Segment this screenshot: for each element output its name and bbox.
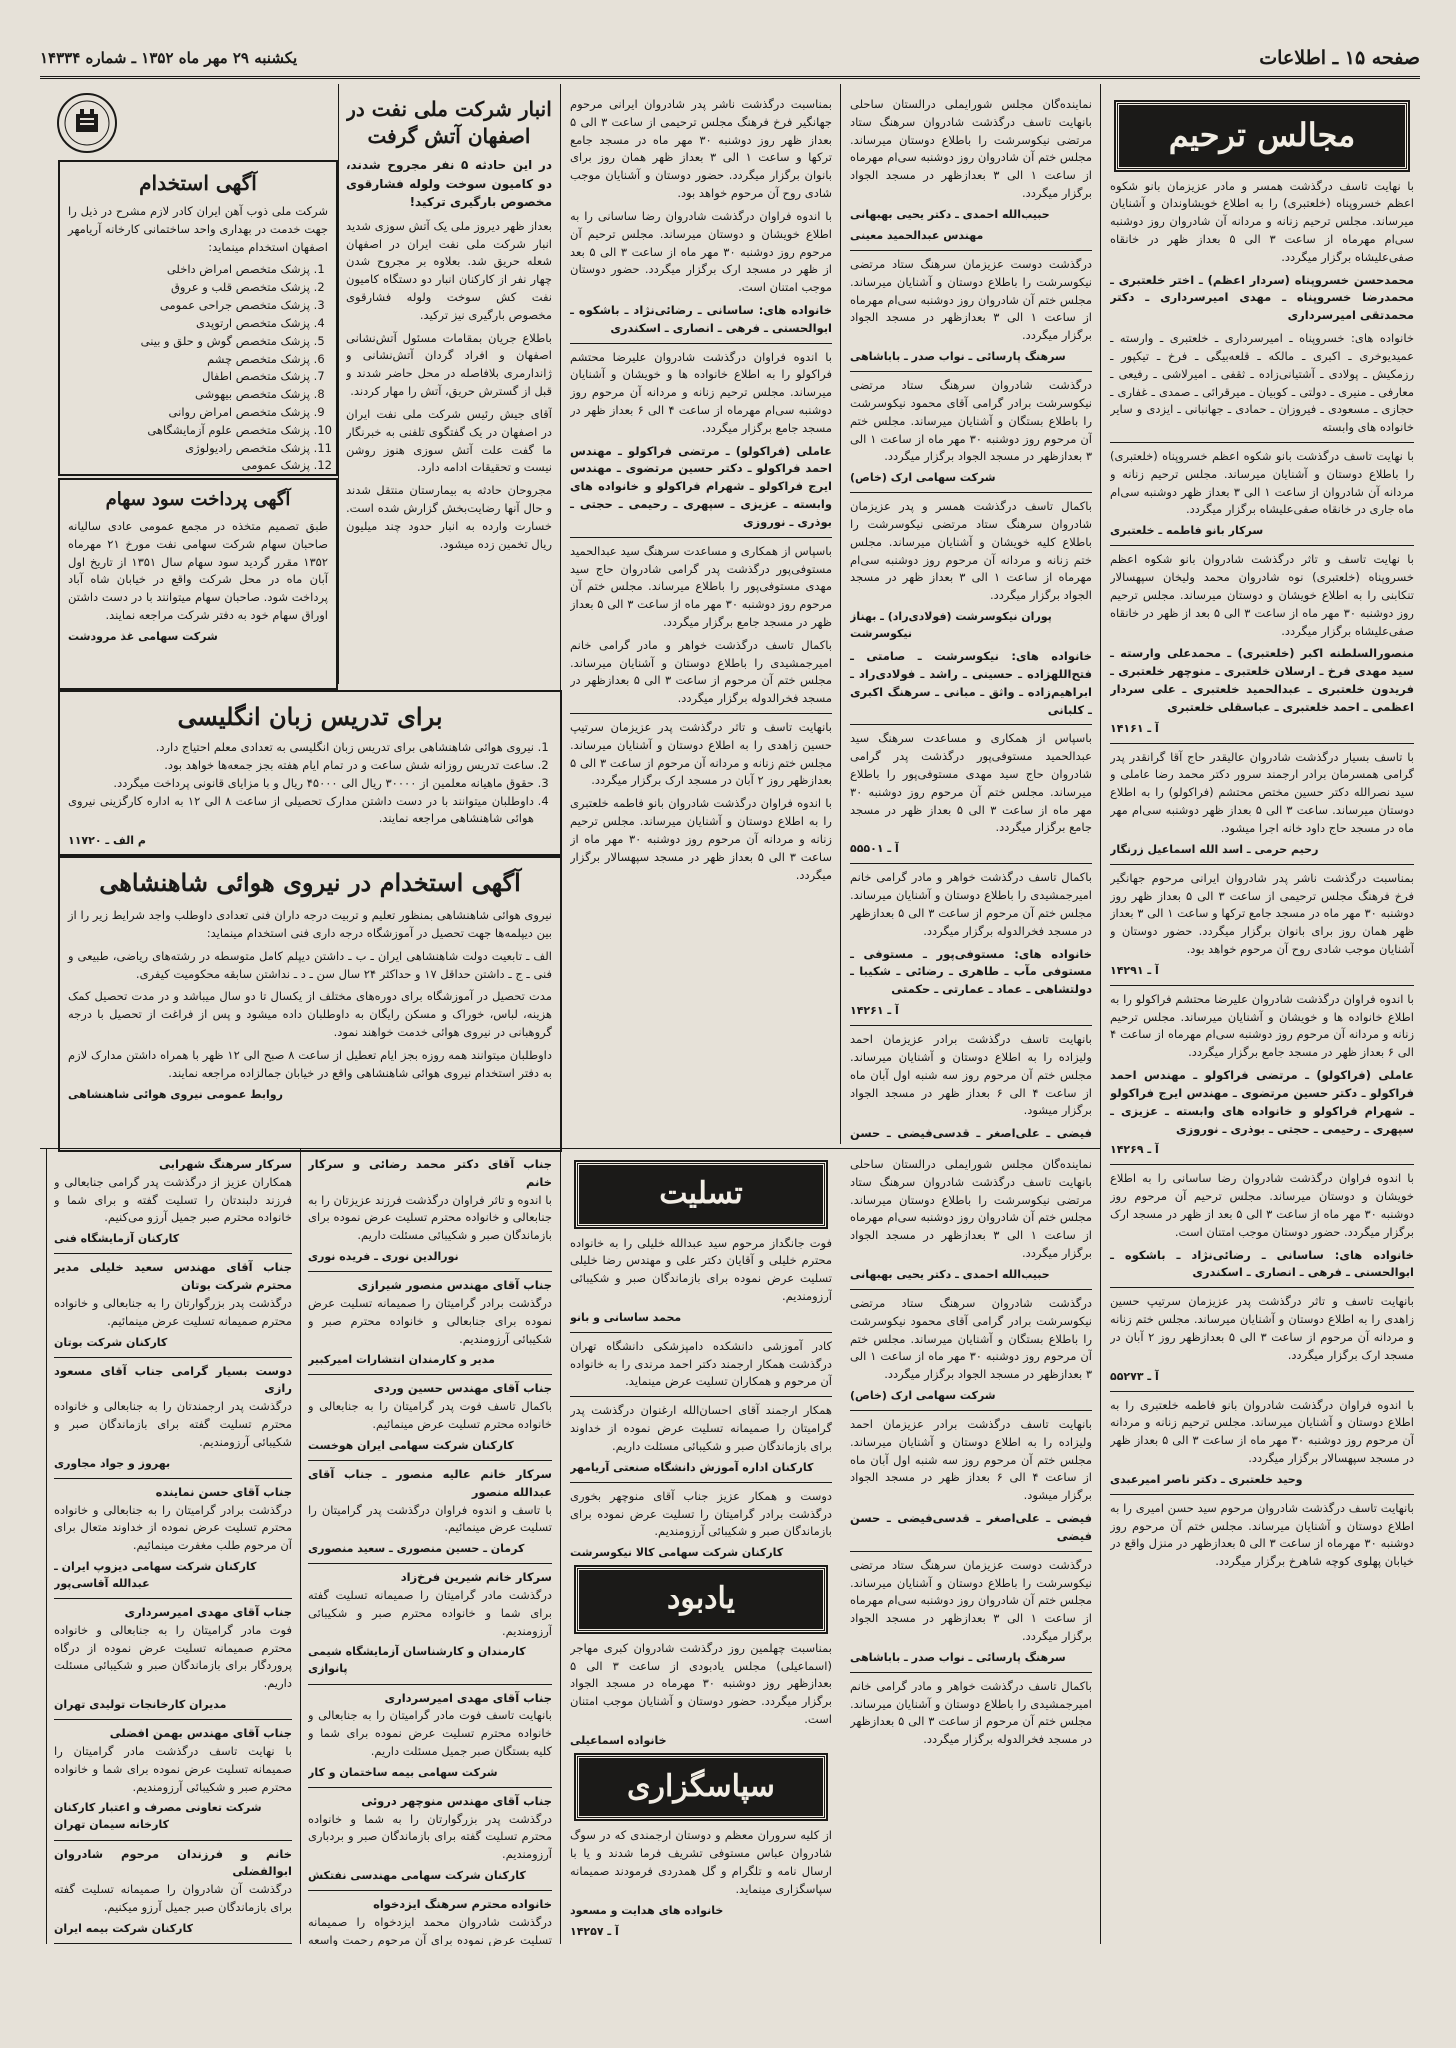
sepas-banner: سپاسگزاری xyxy=(576,1755,826,1820)
ad-intro: شرکت ملی ذوب آهن ایران کادر لازم مشرح در ذیل را جهت خدمت در بهداری واحد ساختمانی کارخانه آریامهر اصفهان استخدام مینماید: xyxy=(68,204,328,254)
notice: با نهایت تاسف درگذشت بانو شکوه اعظم خسروپناه (خلعتبری) را باطلاع دوستان و آشنایان میرساند. مجلس ترحیم زنانه و مردانه آن شادروان از ساعت ۱ الی ۳ بعداز ظهر دوشنبه سی‌ام ماه جاری در خانقاه صفی‌علیشاه برگزار میگردد. xyxy=(1110,448,1414,517)
list-item xyxy=(68,475,310,476)
notice-families: خانواده های: مستوفی‌پور ـ مستوفی ـ مستوفی مآب ـ طاهری ـ رضائی ـ شکیبا ـ دولتشاهی ـ عماد ـ عمارتی ـ حکمتی xyxy=(850,946,1092,997)
condolence-text: درگذشت برادر گرامیتان را صمیمانه تسلیت عرض نموده برای جنابعالی و خانواده محترم صبر و شکیبائی آرزومندیم. xyxy=(308,1295,552,1346)
notice: با اندوه فراوان درگذشت شادروان علیرضا محتشم فراکولو را به اطلاع خانواده ها و خویشان و آشنایان میرساند. مجلس ترحیم زنانه و مردانه آن مرحوم روز دوشنبه سی‌ام مهرماه از ساعت ۴ الی ۶ بعداز ظهر در مسجد جامع برگزار میگردد. xyxy=(1110,991,1414,1060)
position-list xyxy=(68,261,310,476)
notice-signature: پوران نیکوسرشت (فولادی‌راد) ـ بهناز نیکوسرشت xyxy=(850,610,1052,641)
notice-signers: عاملی (فراکولو) ـ مرتضی فراکولو ـ مهندس احمد فراکولو ـ دکتر حسین مرتضوی ـ مهندس ایرج فراکولو ـ شهرام فراکولو و خانواده های وابسته ـ عزیزی ـ سپهری ـ رحیمی ـ حجتی ـ بوذری ـ نوروزی xyxy=(570,443,832,529)
notice-signers: فیضی ـ علی‌اصغر ـ قدسی‌فیضی ـ حسن فیضی xyxy=(850,1511,1092,1543)
condolence-signature: شرکت سهامی بیمه ساختمان و کار xyxy=(308,1765,498,1779)
notice-code: آ ـ ۱۴۲۹۱ xyxy=(1110,963,1159,977)
condolence-recipient: جناب آقای مهندس منوچهر دروئی xyxy=(361,1793,552,1808)
notice-signature: محمد ساسانی و بانو xyxy=(570,1310,682,1324)
condolence-signature: شرکت تعاونی مصرف و اعتبار کارکنان کارخانه سیمان تهران xyxy=(54,1801,262,1832)
condolence-signature: نورالدین نوری ـ فریده نوری xyxy=(308,1250,459,1264)
notice: نماینده‌گان مجلس شورایملی درالستان ساحلی بانهایت تاسف درگذشت شادروان سرهنگ ستاد مرتضی نیکوسرشت را باطلاع دوستان میرساند. مجلس ختم آن شادروان روز دوشنبه سی‌ام مهرماه از ساعت ۱ الی ۳ بعدازظهر در مسجد الجواد برگزار میگردد. xyxy=(850,1157,1092,1261)
notice: بانهایت تاسف و تاثر درگذشت پدر عزیزمان سرتیپ حسین زاهدی را به اطلاع دوستان و آشنایان میرساند. مجلس ختم زنانه و مردانه آن مرحوم از ساعت ۳ الی ۵ بعدازظهر روز ۲ آبان در مسجد ارک برگزار میگردد. xyxy=(570,720,832,788)
condolence-text: همکاران عزیز از درگذشت پدر گرامی جنابعالی و فرزند دلبندتان را تسلیت گفته و برای شما و خانواده محترم صبر جمیل آرزو می‌کنیم. xyxy=(54,1174,292,1225)
notice: از کلیه سروران معظم و دوستان ارجمندی که در سوگ شادروان عباس مستوفی تشریف فرما شدند و یا با ارسال نامه و تلگرام و گل همدردی فرمودند صمیمانه سپاسگزاری مینماید. xyxy=(570,1828,832,1896)
article-paragraph: مجروحان حادثه به بیمارستان منتقل شدند و حال آنها رضایت‌بخش گزارش شده است. خسارت وارده به انبار حدود چند میلیون ریال تخمین زده میشود. xyxy=(346,483,552,551)
condolence-signature: کرمان ـ حسین منصوری ـ سعید منصوری xyxy=(308,1542,525,1556)
notice-signature: شرکت سهامی ارک (خاص) xyxy=(850,1388,996,1402)
sahm-ad xyxy=(58,478,338,690)
notice: فوت جانگداز مرحوم سید عبدالله خلیلی را به خانواده محترم خلیلی و آقایان دکتر علی و مهندس رضا خلیلی تسلیت عرض نموده برای بازماندگان صبر و شکیبائی آرزومندیم. xyxy=(570,1235,832,1303)
list-item: 2. ساعت تدریس روزانه شش ساعت و در تمام ایام هفته بجز جمعه‌ها خواهد بود. xyxy=(68,757,534,775)
notice: بمناسبت درگذشت ناشر پدر شادروان ایرانی مرحوم جهانگیر فرخ فرهنگ مجلس ترحیمی از ساعت ۳ الی ۵ بعداز ظهر روز دوشنبه ۳۰ مهر ماه در مسجد جامع ترکها و ساعت ۱ الی ۳ بعداز ظهر همان روز برای بانوان برگزار میگردد. حضور دوستان و آشنایان موجب شادی روح آن مرحوم خواهد بود. xyxy=(570,97,832,201)
notice-signature: رحیم حرمی ـ اسد الله اسماعیل زرنگار xyxy=(1110,842,1319,856)
condolence-recipient: جناب آقای حسن نماینده xyxy=(155,1484,292,1499)
list-item: 1. پزشک متخصص امراض داخلی xyxy=(68,261,310,279)
yadbud-banner: یادبود xyxy=(576,1567,826,1632)
condolence-text: با اندوه و تاثر فراوان درگذشت فرزند عزیزتان را به جنابعالی و خانواده محترم تسلیت عرض نموده برای بازماندگان صبر و شکیبائی مسئلت داریم. xyxy=(308,1192,552,1243)
article-headline: انبار شرکت ملی نفت در اصفهان آتش گرفت xyxy=(346,97,552,148)
notice: بمناسبت چهلمین روز درگذشت شادروان کبری مهاجر (اسماعیلی) مجلس یادبودی از ساعت ۳ الی ۵ بعدازظهر روز دوشنبه ۳۰ مهرماه در مسجد الجواد برگزار میگردد. حضور دوستان و آشنایان موجب امتنان است. xyxy=(570,1640,832,1726)
page-label: صفحه ۱۵ ـ اطلاعات xyxy=(1259,47,1420,69)
article-paragraph: باطلاع جریان بمقامات مسئول آتش‌نشانی اصفهان و افراد گردان آتش‌نشانی و ژاندارمری بلافاصله در محل حاضر شدند و قبل از گسترش حریق، آتش را مهار کردند. xyxy=(346,330,552,399)
condolence-text: درگذشت پدر بزرگوارتان را به جنابعالی و خانواده محترم صمیمانه تسلیت عرض مینمائیم. xyxy=(54,1295,292,1328)
estekhdam-ad xyxy=(58,160,338,476)
notice-code: آ ـ ۱۴۲۵۷ xyxy=(570,1924,619,1938)
notice: بانهایت تاسف و تاثر درگذشت پدر عزیزمان سرتیپ حسین زاهدی را به اطلاع دوستان و آشنایان میرساند. مجلس ختم زنانه و مردانه آن مرحوم از ساعت ۳ الی ۵ بعدازظهر روز ۲ آبان در مسجد ارک برگزار میگردد. xyxy=(1110,1294,1414,1362)
list-item: 3. حقوق ماهیانه معلمین از ۳۰۰۰۰ ریال الی ۴۵۰۰۰ ریال و با مزایای قانونی پرداخت میگردد. xyxy=(68,775,534,793)
condolence-text: بانهایت تاسف فوت مادر گرامیتان را به جنابعالی و خانواده محترم تسلیت عرض نموده برای شما و کلیه بستگان صبر جمیل مسئلت داریم. xyxy=(308,1708,552,1758)
condolence-signature: کارکنان شرکت سهامی مهندسی نفتکش xyxy=(308,1869,526,1883)
notice: باسپاس از همکاری و مساعدت سرهنگ سید عبدالحمید مستوفی‌پور درگذشت پدر گرامی شادروان حاج سید مهدی مستوفی‌پور را باطلاع میرساند. مجلس ختم آن مرحوم روز دوشنبه ۳۰ مهر ماه از ساعت ۳ الی ۵ بعداز ظهر در مسجد جامع برگزار میگردد. xyxy=(570,543,832,629)
tasliyat-banner: تسلیت xyxy=(576,1162,826,1227)
condolences-column-a xyxy=(308,1156,552,1946)
notice-signature: خانواده های هدایت و مسعود xyxy=(570,1903,724,1917)
notice: درگذشت دوست عزیزمان سرهنگ ستاد مرتضی نیکوسرشت را باطلاع دوستان و آشنایان میرساند. مجلس ختم آن شادروان روز دوشنبه سی‌ام مهرماه از ساعت ۱ الی ۳ بعدازظهر در مسجد الجواد برگزار میگردد. xyxy=(850,256,1092,343)
condolence-recipient: جناب آقای دکتر محمد رضائی و سرکار خانم xyxy=(308,1157,552,1189)
article-subheadline: در این حادثه ۵ نفر مجروح شدند، دو کامیون سوخت ولوله فشارقوی مخصوص بارگیری ترکید! xyxy=(346,158,552,210)
article-paragraph: بعداز ظهر دیروز ملی یک آتش سوزی شدید انبار شرکت ملی نفت ایران در اصفهان شعله حریق شد. بعلاوه بر مجروح شدن چهار نفر از کارکنان انبار دو دستگاه کامیون نفت کش سوخت ولوله فشارقوی مخصوص بارگیری نیز ترکید. xyxy=(346,218,552,322)
ad-paragraph: داوطلبان میتوانند همه روزه بجز ایام تعطیل از ساعت ۸ صبح الی ۱۲ ظهر با همراه داشتن مدارک لازم به دفتر استخدام نیروی هوائی شاهنشاهی واقع در خیابان جمالزاده مراجعه نمایند. xyxy=(68,1047,552,1080)
condolence-signature: کارکنان آزمایشگاه فنی xyxy=(54,1232,180,1246)
list-item: 4. داوطلبان میتوانند با در دست داشتن مدارک تحصیلی از ساعت ۸ الی ۱۲ به اداره کارگزینی نیروی هوائی شاهنشاهی مراجعه نمایند. xyxy=(68,793,534,829)
ad-paragraph: نیروی هوائی شاهنشاهی بمنظور تعلیم و تربیت درجه داران فنی تعدادی داوطلب واجد شرایط زیر را از بین دیپلمه‌ها جهت تحصیل در آموزشگاه درجه داری فنی استخدام مینماید: xyxy=(68,908,552,940)
condolence-text: درگذشت شادروان محمد ایزدخواه را صمیمانه تسلیت عرض نموده برای آن مرحوم رحمت واسعه xyxy=(308,1914,552,1946)
condolence-signature: کارکنان شرکت سهامی دیزوپ ایران ـ عبدالله آقاسی‌پور xyxy=(54,1559,257,1590)
condition-list xyxy=(68,739,534,828)
bottom-notices-b xyxy=(570,1156,832,1946)
notice-signature: وحید خلعتبری ـ دکتر ناصر امیرعبدی xyxy=(1110,1472,1303,1486)
notice-signers: عاملی (فراکولو) ـ مرتضی فراکولو ـ مهندس احمد فراکولو ـ دکتر حسین مرتضوی ـ مهندس ایرج فراکولو ـ شهرام فراکولو و خانواده های وابسته ـ عزیزی ـ سپهری ـ رحیمی ـ حجتی ـ بوذری ـ نوروزی xyxy=(1110,1068,1414,1136)
notice-code: آ ـ ۱۴۲۶۹ xyxy=(1110,1143,1159,1157)
condolence-text: درگذشت پدر ارجمندتان را به جنابعالی و خانواده محترم تسلیت گفته برای بازماندگان صبر و شکیبائی آرزومندیم. xyxy=(54,1399,292,1449)
notice: باسپاس از همکاری و مساعدت سرهنگ سید عبدالحمید مستوفی‌پور درگذشت پدر گرامی شادروان حاج سید مهدی مستوفی‌پور را باطلاع میرساند. مجلس ختم آن مرحوم روز دوشنبه ۳۰ مهر ماه از ساعت ۳ الی ۵ بعداز ظهر در مسجد جامع برگزار میگردد. xyxy=(850,731,1092,835)
bottom-notices-a xyxy=(850,1156,1092,1946)
list-item: 4. پزشک متخصص ارتوپدی xyxy=(68,315,310,333)
ad-signature: شرکت سهامی غذ مرودشت xyxy=(68,629,218,643)
notice: درگذشت شادروان سرهنگ ستاد مرتضی نیکوسرشت برادر گرامی آقای محمود نیکوسرشت را باطلاع بستگان و آشنایان میرساند. مجلس ختم آن مرحوم روز دوشنبه ۳۰ مهر ماه از ساعت ۱ الی ۳ بعدازظهر در مسجد الجواد برگزار میگردد. xyxy=(850,378,1092,464)
notice-families: خانواده های: خسروپناه ـ امیرسرداری ـ خلعتبری ـ وارسته ـ عمیدیوخری ـ اکبری ـ مالکه ـ قلعه‌بیگی ـ فرخ ـ تیکپور ـ رزمکیش ـ پولادی ـ آشتیانی‌زاده ـ ثقفی ـ امیرلاشی ـ رفیعی ـ معارفی ـ منیری ـ دولتی ـ کوبیان ـ میرقرائی ـ صمدی ـ غفاری ـ حجازی ـ مسعودی ـ فیروزان ـ حمادی ـ جهانبانی ـ ایزدی و سایر خانواده های وابسته xyxy=(1110,331,1414,435)
notice-families: خانواده های: ساسانی ـ رضائی‌نژاد ـ باشکوه ـ ابوالحسنی ـ فرهی ـ انصاری ـ اسکندری xyxy=(570,302,832,335)
condolence-recipient: دوست بسیار گرامی جناب آقای مسعود رازی xyxy=(54,1363,292,1396)
notice: با اندوه فراوان درگذشت شادروان بانو فاطمه خلعتبری را به اطلاع دوستان و آشنایان میرساند. مجلس ترحیم زنانه و مردانه آن مرحوم روز دوشنبه ۳۰ مهر ماه از ساعت ۳ الی ۵ بعداز ظهر در مسجد سپهسالار برگزار میگردد. xyxy=(1110,1397,1414,1465)
ad-paragraph: مدت تحصیل در آموزشگاه برای دوره‌های مختلف از یکسال تا دو سال میباشد و در مدت تحصیل کمک هزینه، لباس، خوراک و مسکن رایگان به داوطلبان داده میشود و پس از فراغت از تحصیل با درجه گروهبانی در نیروی هوائی خدمت خواهند نمود. xyxy=(68,989,552,1040)
notices-column-a xyxy=(850,96,1092,1142)
notice: با تاسف بسیار درگذشت شادروان عالیقدر حاج آقا گرانقدر پدر گرامی همسرمان برادر ارجمند سرور دکتر محمد رضا عاملی و سید نصرالله دکتر حسین مختص محتشم (فراکولو) را به اطلاع دوستان میرساند. ساعت ۳ الی ۵ بعداز ظهر دوشنبه سی‌ام مهر ماه در مسجد حاج داود خانه اجرا میشود. xyxy=(1110,749,1414,835)
ad-code: م الف ـ ۱۱۷۲۰ xyxy=(68,834,146,848)
notice: نماینده‌گان مجلس شورایملی درالستان ساحلی بانهایت تاسف درگذشت شادروان سرهنگ ستاد مرتضی نیکوسرشت را باطلاع دوستان میرساند. مجلس ختم آن شادروان روز دوشنبه سی‌ام مهرماه از ساعت ۱ الی ۳ بعدازظهر در مسجد الجواد برگزار میگردد. xyxy=(850,97,1092,201)
condolence-signature: بهروز و جواد مجاوری xyxy=(54,1456,171,1470)
notice-signature: سرکار بانو فاطمه ـ خلعتبری xyxy=(1110,524,1264,538)
notices-column-b xyxy=(570,96,832,1142)
notice-signature: سرهنگ پارسائی ـ نواب صدر ـ باباشاهی xyxy=(850,350,1066,364)
notice: با اندوه فراوان درگذشت شادروان رضا ساسانی را به اطلاع خویشان و دوستان میرساند. مجلس ترحیم آن مرحوم روز دوشنبه ۳۰ مهر ماه از ساعت ۳ الی ۵ بعد از ظهر در مسجد ارک برگزار میگردد. حضور دوستان موجب امتنان است. xyxy=(570,208,832,295)
condolence-recipient: سرکار سرهنگ شهرابی xyxy=(159,1157,292,1171)
condolence-text: درگذشت آن شادروان را صمیمانه تسلیت گفته برای بازماندگان صبر جمیل آرزو میکنیم. xyxy=(54,1882,292,1914)
condolence-text: باکمال تاسف فوت پدر گرامیتان را به جنابعالی و خانواده محترم تسلیت عرض مینمائیم. xyxy=(308,1399,552,1432)
air-force-ad xyxy=(58,856,562,1152)
condolence-recipient: جناب آقای مهندس بهمن افضلی xyxy=(109,1726,292,1741)
notice: درگذشت شادروان سرهنگ ستاد مرتضی نیکوسرشت برادر گرامی آقای محمود نیکوسرشت را باطلاع بستگان و آشنایان میرساند. مجلس ختم آن مرحوم روز دوشنبه ۳۰ مهر ماه از ساعت ۱ الی ۳ بعدازظهر در مسجد الجواد برگزار میگردد. xyxy=(850,1295,1092,1382)
notice-signers: محمدحسن خسروپناه (سردار اعظم) ـ اختر خلعتبری ـ محمدرضا خسروپناه ـ مهدی امیرسرداری ـ دکتر محمدتقی امیرسرداری xyxy=(1110,272,1414,323)
condolence-text: با تاسف و اندوه فراوان درگذشت پدر گرامیتان را تسلیت عرض مینمائیم. xyxy=(308,1502,552,1535)
notice-signature: خانواده اسماعیلی xyxy=(570,1733,667,1747)
list-item: 8. پزشک متخصص بیهوشی xyxy=(68,386,310,404)
list-item: 12. پزشک عمومی xyxy=(68,457,310,475)
majales-banner: مجالس ترحیم xyxy=(1116,102,1408,170)
condolence-signature: کارکنان شرکت بوتان xyxy=(54,1335,168,1349)
condolence-recipient: جناب آقای مهدی امیرسرداری xyxy=(384,1690,552,1705)
notice-signature: کارکنان شرکت سهامی کالا نیکوسرشت xyxy=(570,1546,784,1560)
notice-code: آ ـ ۱۴۲۶۱ xyxy=(850,1004,899,1018)
notice-signature: مهندس عبدالحمید معینی xyxy=(850,228,984,242)
notice-signature: حبیب‌الله احمدی ـ دکتر یحیی بهبهانی xyxy=(850,207,1050,221)
notice: بمناسبت درگذشت ناشر پدر شادروان ایرانی مرحوم جهانگیر فرخ فرهنگ مجلس ترحیمی از ساعت ۳ الی ۵ بعداز ظهر روز دوشنبه ۳۰ مهر ماه در مسجد جامع ترکها و ساعت ۱ الی ۳ بعداز ظهر همان روز برای بانوان برگزار میگردد. حضور دوستان و آشنایان موجب شادی روح آن مرحوم خواهد بود. xyxy=(1110,870,1414,956)
notice-families: خانواده های: نیکوسرشت ـ صامتی ـ فتح‌اللهزاده ـ حسینی ـ راشد ـ فولادی‌راد ـ ابراهیم‌زاده ـ واثق ـ مبانی ـ سرهنگ اکبری ـ کلبانی xyxy=(850,649,1092,717)
notice: بانهایت تاسف درگذشت شادروان مرحوم سید حسن امیری را به اطلاع دوستان و آشنایان میرساند. مجلس ختم آن مرحوم روز دوشنبه ۳۰ مهرماه از ساعت ۳ الی ۵ بعدازظهر در منزل واقع در خیابان پهلوی کوچه شاهرخ برگزار میگردد. xyxy=(1110,1500,1414,1569)
majales-column xyxy=(1110,96,1414,1946)
condolence-recipient: خانم و فرزندان مرحوم شادروان ابوالفضلی xyxy=(54,1846,292,1879)
condolence-signature: کارکنان شرکت بیمه ایران xyxy=(54,1921,194,1935)
condolence-signature: مدیر و کارمندان انتشارات امیرکبیر xyxy=(308,1353,495,1367)
condolence-text: درگذشت مادر گرامیتان را صمیمانه تسلیت گفته برای شما و خانواده محترم صبر و شکیبائی آرزومندیم. xyxy=(308,1588,552,1638)
list-item: 2. پزشک متخصص قلب و عروق xyxy=(68,279,310,297)
list-item: 11. پزشک متخصص رادیولوژی xyxy=(68,440,310,458)
notice: باکمال تاسف درگذشت خواهر و مادر گرامی خانم امیرجمشیدی را باطلاع دوستان و آشنایان میرساند. مجلس ختم آن مرحوم از ساعت ۳ الی ۵ بعدازظهر در مسجد فخرالدوله برگزار میگردد. xyxy=(850,870,1092,938)
condolence-recipient: سرکار خانم عالیه منصور ـ جناب آقای عبدالله منصور xyxy=(308,1466,552,1499)
notice: کادر آموزشی دانشکده دامپزشکی دانشگاه تهران درگذشت همکار ارجمند دکتر احمد مرندی را به خانواده آن مرحوم و همکاران تسلیت عرض مینماید. xyxy=(570,1338,832,1389)
condolence-signature: کارمندان و کارشناسان آزمایشگاه شیمی پانوازی xyxy=(308,1645,526,1676)
article-paragraph: آقای جیش رئیس شرکت ملی نفت ایران در اصفهان در یک گفتگوی تلفنی به خبرنگار ما گفت علت آتش سوزی هنوز روشن نیست و تحقیقات ادامه دارد. xyxy=(346,406,552,475)
notice-signers: فیضی ـ علی‌اصغر ـ قدسی‌فیضی ـ حسن xyxy=(850,1126,1092,1141)
list-item: 6. پزشک متخصص چشم xyxy=(68,351,310,369)
notice-families: خانواده های: ساسانی ـ رضائی‌نژاد ـ باشکوه ـ ابوالحسنی ـ فرهی ـ انصاری ـ اسکندری xyxy=(1110,1247,1414,1280)
condolence-recipient: خانواده محترم سرهنگ ایزدخواه xyxy=(373,1897,552,1912)
condolence-text: فوت مادر گرامیتان را به جنابعالی و خانواده محترم صمیمانه تسلیت عرض نموده از درگاه پروردگار برای بازماندگان صبر و شکیبائی مسئلت داریم. xyxy=(54,1622,292,1691)
condolence-text: درگذشت پدر بزرگوارتان را به شما و خانواده محترم تسلیت گفته برای بازماندگان صبر و بردباری آرزومندیم. xyxy=(308,1811,552,1862)
ad-title: آگهی استخدام در نیروی هوائی شاهنشاهی xyxy=(99,868,521,897)
condolence-recipient: جناب آقای مهندس منصور شیرازی xyxy=(357,1278,552,1293)
notice: با نهایت تاسف درگذشت همسر و مادر عزیزمان بانو شکوه اعظم خسروپناه (خلعتبری) را به اطلاع خویشاوندان و آشنایان میرساند. مجلس ترحیم زنانه و مردانه آن شادروان روز دوشنبه سی‌ام مهرماه از ساعت ۳ الی ۵ بعداز ظهر در خانقاه صفی‌علیشاه برگزار میگردد. xyxy=(1110,178,1414,264)
notice: باکمال تاسف درگذشت همسر و پدر عزیزمان شادروان سرهنگ ستاد مرتضی نیکوسرشت را باطلاع کلیه خویشان و آشنایان میرساند. مجلس ختم زنانه و مردانه آن مرحوم روز دوشنبه سی‌ام مهرماه از ساعت ۱ الی ۳ بعداز ظهر در مسجد الجواد برگزار میگردد. xyxy=(850,499,1092,603)
condolence-recipient: جناب آقای مهدی امیرسرداری xyxy=(124,1605,292,1620)
anbar-article xyxy=(346,96,552,686)
notice-signature: حبیب‌الله احمدی ـ دکتر یحیی بهبهانی xyxy=(850,1267,1050,1281)
english-teaching-ad xyxy=(58,690,562,856)
notice-code: آ ـ ۱۴۱۶۱ xyxy=(1110,721,1159,735)
ad-paragraph: الف ـ تابعیت دولت شاهنشاهی ایران ـ ب ـ داشتن دیپلم کامل متوسطه در رشته‌های ریاضی، طبیعی و فنی ـ ج ـ داشتن حداقل ۱۷ و حداکثر ۲۴ سال سن ـ د ـ نداشتن سابقه محکومیت کیفری. xyxy=(68,948,552,981)
condolence-recipient: جناب آقای مهندس حسین وردی xyxy=(373,1381,552,1396)
notice-signature: سرهنگ پارسائی ـ نواب صدر ـ باباشاهی xyxy=(850,1650,1066,1664)
ad-signature: روابط عمومی نیروی هوائی شاهنشاهی xyxy=(68,1087,283,1101)
notice: دوست و همکار عزیز جناب آقای منوچهر بخوری درگذشت برادر گرامیتان را تسلیت عرض نموده برای بازماندگان صبر و شکیبائی آرزومندیم. xyxy=(570,1488,832,1539)
notice: با نهایت تاسف و تاثر درگذشت شادروان بانو شکوه اعظم خسروپناه (خلعتبری) نوه شادروان محمد ولیخان سپهسالار تنکابنی را به اطلاع خویشان و دوستان میرساند. مجلس ترحیم روز دوشنبه ۳۰ مهر ماه از ساعت ۳ الی ۵ بعد از ظهر در خانقاه صفی‌علیشاه برگزار میگردد. xyxy=(1110,552,1414,638)
masthead xyxy=(40,40,1420,79)
condolences-column-b xyxy=(54,1156,292,1946)
condolence-recipient: جناب آقای مهندس سعید خلیلی مدیر محترم شرکت بوتان xyxy=(54,1260,292,1293)
notice: با اندوه فراوان درگذشت شادروان بانو فاطمه خلعتبری را به اطلاع دوستان و آشنایان میرساند. مجلس ترحیم زنانه و مردانه آن مرحوم روز دوشنبه ۳۰ مهر ماه از ساعت ۳ الی ۵ بعداز ظهر در مسجد سپهسالار برگزار میگردد. xyxy=(570,796,832,882)
list-item: 9. پزشک متخصص امراض روانی xyxy=(68,404,310,422)
notice-code: آ ـ ۵۵۵۰۱ xyxy=(850,842,899,856)
notice: باکمال تاسف درگذشت خواهر و مادر گرامی خانم امیرجمشیدی را باطلاع دوستان و آشنایان میرساند. مجلس ختم آن مرحوم از ساعت ۳ الی ۵ بعدازظهر در مسجد فخرالدوله برگزار میگردد. xyxy=(570,637,832,706)
list-item: 1. نیروی هوائی شاهنشاهی برای تدریس زبان انگلیسی به تعدادی معلم احتیاج دارد. xyxy=(68,739,534,757)
notice-signature: کارکنان اداره آموزش دانشگاه صنعتی آریامهر xyxy=(570,1460,814,1474)
condolence-text: درگذشت برادر گرامیتان را به جنابعالی و خانواده محترم تسلیت عرض نموده از خداوند متعال برای آن مرحوم طلب مغفرت مینمائیم. xyxy=(54,1502,292,1553)
list-item: 10. پزشک متخصص علوم آزمایشگاهی xyxy=(68,422,310,440)
condolence-signature: کارکنان شرکت سهامی ایران هوخست xyxy=(308,1438,514,1452)
list-item: 3. پزشک متخصص جراحی عمومی xyxy=(68,297,310,315)
notice: با اندوه فراوان درگذشت شادروان رضا ساسانی را به اطلاع خویشان و دوستان میرساند. مجلس ترحیم آن مرحوم روز دوشنبه ۳۰ مهر ماه از ساعت ۳ الی ۵ بعد از ظهر در مسجد ارک برگزار میگردد. حضور دوستان موجب امتنان است. xyxy=(1110,1171,1414,1239)
condolence-signature: مدیران کارخانجات تولیدی تهران xyxy=(54,1698,227,1712)
company-seal-icon xyxy=(56,92,118,154)
notice: بانهایت تاسف درگذشت برادر عزیزمان احمد ولیزاده را به اطلاع دوستان و آشنایان میرساند. مجلس ختم آن مرحوم روز سه شنبه اول آبان ماه از ساعت ۴ الی ۶ بعداز ظهر در مسجد الجواد برگزار میشود. xyxy=(850,1417,1092,1503)
list-item: 7. پزشک متخصص اطفال xyxy=(68,368,310,386)
notice: باکمال تاسف درگذشت خواهر و مادر گرامی خانم امیرجمشیدی را باطلاع دوستان و آشنایان میرساند. مجلس ختم آن مرحوم از ساعت ۳ الی ۵ بعدازظهر در مسجد فخرالدوله برگزار میگردد. xyxy=(850,1678,1092,1747)
condolence-recipient: سرکار خانم شیرین فرخ‌زاد xyxy=(400,1570,552,1585)
notice: بانهایت تاسف درگذشت برادر عزیزمان احمد ولیزاده را به اطلاع دوستان و آشنایان میرساند. مجلس ختم آن مرحوم روز سه شنبه اول آبان ماه از ساعت ۴ الی ۶ بعداز ظهر در مسجد الجواد برگزار میشود. xyxy=(850,1032,1092,1118)
notice: همکار ارجمند آقای احسان‌الله ارغنوان درگذشت پدر گرامیتان را صمیمانه تسلیت عرض نموده از خداوند برای بازماندگان صبر و شکیبائی مسئلت داریم. xyxy=(570,1403,832,1453)
notice: با اندوه فراوان درگذشت شادروان علیرضا محتشم فراکولو را به اطلاع خانواده ها و خویشان و آشنایان میرساند. مجلس ترحیم زنانه و مردانه آن مرحوم روز دوشنبه سی‌ام مهرماه از ساعت ۴ الی ۶ بعداز ظهر در مسجد جامع برگزار میگردد. xyxy=(570,349,832,435)
condolence-text: با نهایت تاسف درگذشت مادر گرامیتان را صمیمانه تسلیت عرض نموده برای شما و خانواده محترم صبر و شکیبائی آرزومندیم. xyxy=(54,1743,292,1794)
notice-code: آ ـ ۵۵۲۷۳ xyxy=(1110,1369,1159,1383)
ad-title: برای تدریس زبان انگلیسی xyxy=(177,702,443,731)
date-issue: یکشنبه ۲۹ مهر ماه ۱۳۵۲ ـ شماره ۱۴۳۳۴ xyxy=(40,49,298,67)
ad-title: آگهی پرداخت سود سهام xyxy=(105,489,291,510)
ad-title: آگهی استخدام xyxy=(139,171,257,195)
notice-signature: شرکت سهامی ارک (خاص) xyxy=(850,471,996,485)
notice-signers: منصورالسلطنه اکبر (خلعتبری) ـ محمدعلی وارسته ـ سید مهدی فرخ ـ ارسلان خلعتبری ـ منوچهر خلعتبری ـ فریدون خلعتبری ـ عبدالحمید خلعتبری ـ علی سردار اعظمی ـ احمد خلعتبری ـ عباسقلی خلعتبری xyxy=(1110,646,1414,714)
notice: درگذشت دوست عزیزمان سرهنگ ستاد مرتضی نیکوسرشت را باطلاع دوستان و آشنایان میرساند. مجلس ختم آن شادروان روز دوشنبه سی‌ام مهرماه از ساعت ۱ الی ۳ بعدازظهر در مسجد الجواد برگزار میگردد. xyxy=(850,1557,1092,1643)
ad-body: طبق تصمیم متخذه در مجمع عمومی عادی سالیانه صاحبان سهام شرکت سهامی نفت مورخ ۲۱ مهرماه ۱۳۵۲ مقرر گردید سود سهام سال ۱۳۵۱ از تاریخ اول آبان ماه در محل شرکت واقع در خیابان شاه آباد پرداخت شود. صاحبان سهام میتوانند با در دست داشتن اوراق سهام خود به دفتر شرکت مراجعه نمایند. xyxy=(68,518,328,622)
list-item: 5. پزشک متخصص گوش و حلق و بینی xyxy=(68,333,310,351)
